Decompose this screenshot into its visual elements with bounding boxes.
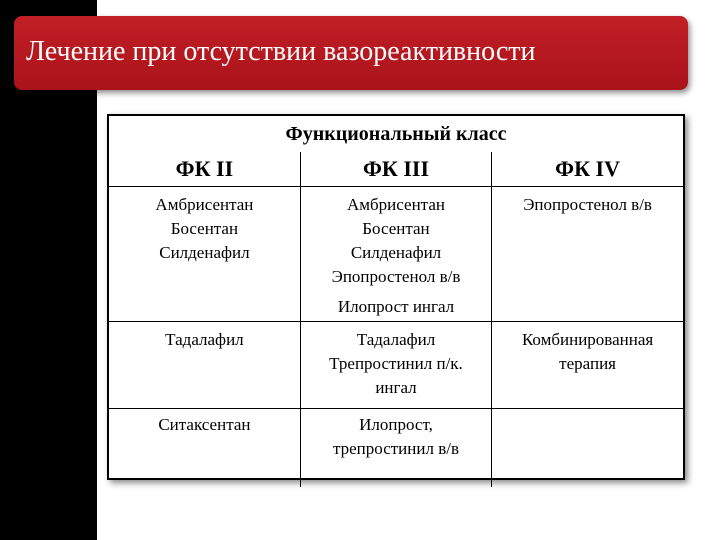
table-row: [109, 409, 683, 488]
table-cell: [492, 322, 683, 409]
drug-name: Эпопростенол в/в: [523, 195, 652, 214]
drug-name: трепростинил в/в: [333, 439, 459, 458]
column-header-fc4: ФК IV: [492, 152, 683, 187]
table-cell: [300, 322, 491, 409]
table-cell: [492, 187, 683, 322]
drug-name: Босентан: [362, 219, 430, 238]
column-header-fc3: ФК III: [300, 152, 491, 187]
drug-name: Силденафил: [350, 243, 442, 262]
treatment-table: [107, 114, 685, 480]
treatment-table-grid: [109, 116, 683, 487]
drug-name: Ситаксентан: [158, 415, 251, 434]
drug-name: Илопрост,: [359, 415, 433, 434]
drug-name: Эпопростенол в/в: [331, 267, 461, 286]
table-cell: [300, 187, 491, 322]
drug-name: Тадалафил: [356, 330, 436, 349]
table-cell: [109, 187, 300, 322]
drug-name: Трепростинил п/к.: [329, 354, 463, 373]
table-cell: [109, 409, 300, 488]
table-cell: [109, 322, 300, 409]
table-cell: [300, 409, 491, 488]
drug-name: Босентан: [170, 219, 239, 238]
drug-name: Амбрисентан: [155, 195, 254, 214]
drug-name: Тадалафил: [165, 330, 244, 349]
drug-name: Силденафил: [159, 243, 250, 262]
drug-name: ингал: [375, 378, 417, 397]
table-row: [109, 322, 683, 409]
drug-name: терапия: [559, 354, 616, 373]
title-banner: [14, 16, 688, 90]
slide-title: Лечение при отсутствии вазореактивности: [26, 36, 536, 67]
table-cell-empty: [492, 409, 683, 488]
table-header-functional-class: Функциональный класс: [285, 123, 507, 145]
table-row: [109, 187, 683, 322]
drug-name: Амбрисентан: [347, 195, 445, 214]
drug-name: Илопрост ингал: [337, 297, 455, 316]
drug-name: Комбинированная: [521, 330, 654, 349]
column-header-fc2: ФК II: [109, 152, 300, 187]
